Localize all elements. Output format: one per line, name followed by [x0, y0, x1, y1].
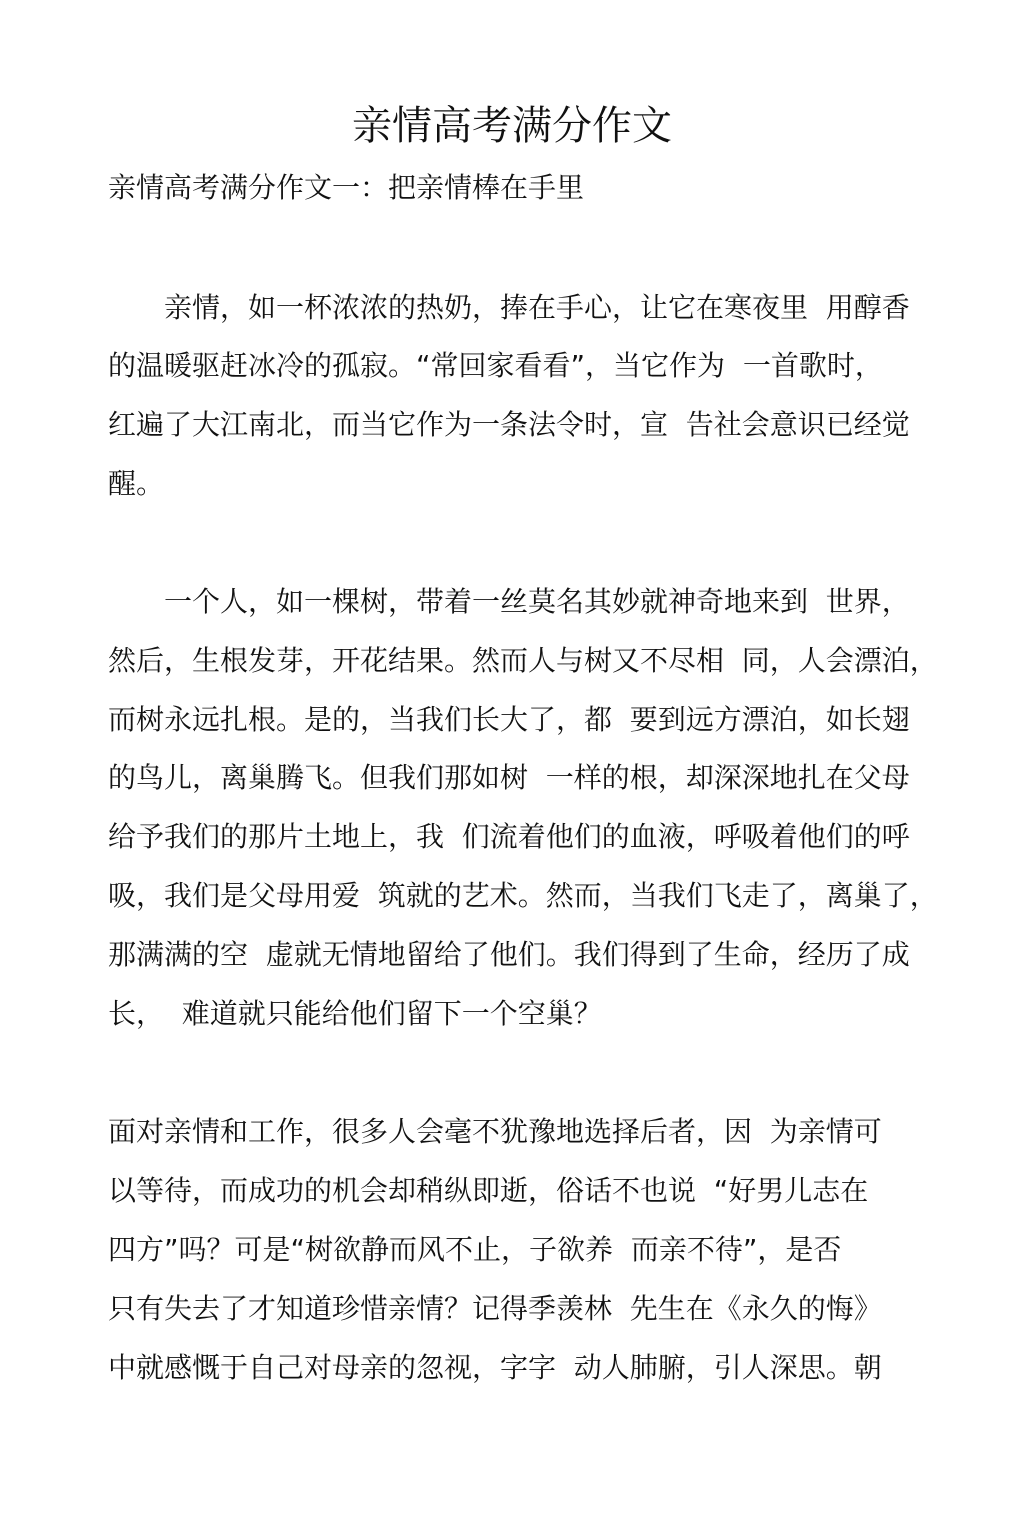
text-line: 那满满的空 虚就无情地留给了他们。我们得到了生命，经历了成 — [108, 938, 910, 971]
text-line: 的温暖驱赶冰冷的孤寂。“常回家看看”，当它作为 一首歌时， — [108, 349, 883, 382]
text-line: 面对亲情和工作，很多人会毫不犹豫地选择后者，因 为亲情可 — [108, 1115, 882, 1148]
text-line: 红遍了大江南北，而当它作为一条法令时，宣 告社会意识已经觉 — [108, 408, 910, 441]
text-line: 长， 难道就只能给他们留下一个空巢？ — [108, 997, 602, 1030]
text-line: 而树永远扎根。是的，当我们长大了，都 要到远方漂泊，如长翅 — [108, 703, 910, 736]
text-line: 一个人，如一棵树，带着一丝莫名其妙就神奇地来到 世界， — [108, 585, 910, 618]
text-line: 中就感慨于自己对母亲的忽视，字字 动人肺腑，引人深思。朝 — [108, 1351, 882, 1384]
text-line: 只有失去了才知道珍惜亲情？记得季羡林 先生在《永久的悔》 — [108, 1292, 882, 1325]
document-title: 亲情高考满分作文 — [352, 103, 672, 149]
text-line: 四方”吗？可是“树欲静而风不止，子欲养 而亲不待”，是否 — [108, 1233, 842, 1266]
document-subtitle: 亲情高考满分作文一：把亲情棒在手里 — [108, 171, 585, 204]
text-line: 亲情，如一杯浓浓的热奶，捧在手心，让它在寒夜里 用醇香 — [108, 291, 910, 324]
text-line: 的鸟儿，离巢腾飞。但我们那如树 一样的根，却深深地扎在父母 — [108, 761, 910, 794]
text-line: 以等待，而成功的机会却稍纵即逝，俗话不也说 “好男儿志在 — [108, 1174, 869, 1207]
text-line: 吸，我们是父母用爱 筑就的艺术。然而，当我们飞走了，离巢了， — [108, 879, 938, 912]
text-line: 给予我们的那片土地上，我 们流着他们的血液，呼吸着他们的呼 — [108, 820, 910, 853]
text-line: 醒。 — [108, 467, 165, 500]
text-line: 然后，生根发芽，开花结果。然而人与树又不尽相 同，人会漂泊， — [108, 644, 938, 677]
